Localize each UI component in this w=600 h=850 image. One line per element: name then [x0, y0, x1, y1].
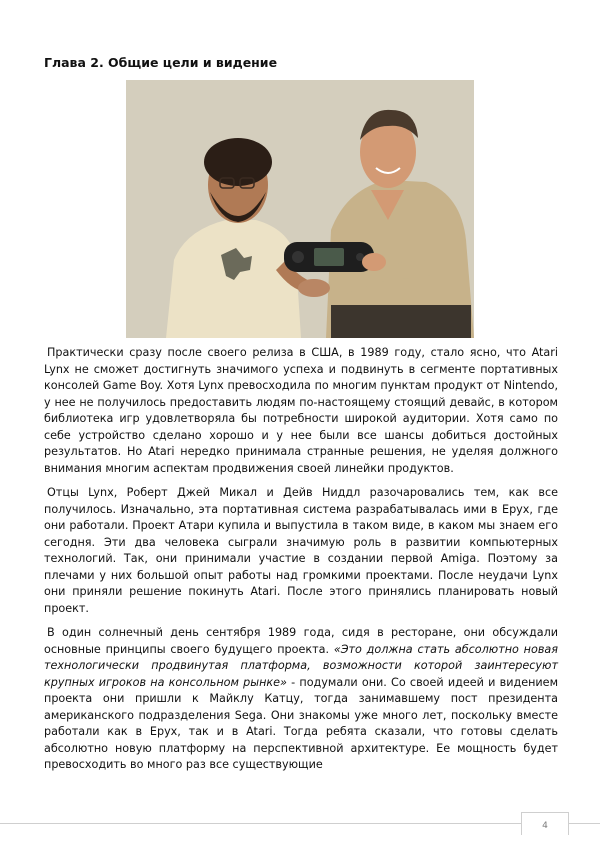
- paragraph-2: Отцы Lynx, Роберт Джей Микал и Дейв Ниддл разочаровались тем, как все получилось. Изначально, эта портативная система разрабатывалась ими в Epyx, где они работали. Проект Атари купила и выпустила в таком виде, в каком мы знаем его сегодня. Эти два человека сыграли значимую роль в развитии компьютерных технологий. Так, они принимали участие в создании первой Amiga. Поэтому за плечами у них большой опыт работы над громкими проектами. После неудачи Lynx они приняли решение покинуть Atari. После этого принялись планировать новый проект.: [44, 486, 558, 615]
- paragraph-3: [44, 625, 558, 774]
- footer-divider: [0, 823, 600, 824]
- photo-illustration: [126, 80, 474, 338]
- photo-two-men-handshake: [126, 80, 474, 338]
- page-number: 4: [542, 821, 548, 831]
- paragraph-1: Практически сразу после своего релиза в США, в 1989 году, стало ясно, что Atari Lynx не сможет достигнуть значимого успеха и подвинуть в сегменте портативных консолей Game Boy. Хотя Lynx превосходила по многим пунктам продукт от Nintendo, у нее не получилось предоставить людям по-настоящему стоящий девайс, в котором библиотека игр удовлетворяла бы потребности широкой аудитории. Хотя само по себе устройство сделано хорошо и у нее были все шансы добиться достойных результатов. Но Atari нередко принимала странные решения, не уделяя должного внимания многим аспектам продвижения своей линейки продуктов.: [44, 346, 558, 475]
- paragraph-3-quote: «Это должна стать абсолютно новая технологически продвинутая платформа, возможности которой заинтересуют крупных игроков на консольном рынке»: [44, 642, 558, 689]
- article-body: [44, 345, 558, 774]
- chapter-heading: Глава 2. Общие цели и видение: [44, 55, 278, 70]
- paragraph-3-rest: - подумали они. Со своей идеей и видением проекта они пришли к Майклу Катцу, тогда занимавшему пост президента американского подразделения Sega. Они знакомы уже много лет, поскольку вместе работали как в Epyx, так и в Atari. Тогда ребята сказали, что готовы сделать абсолютно новую платформу на перспективной архитектуре. Ее мощность будет превосходить во много раз все существующие: [44, 675, 559, 771]
- page-number-box: [521, 812, 569, 835]
- paragraph-3-intro: В один солнечный день сентября 1989 года, сидя в ресторане, они обсуждали основные принципы своего будущего проекта.: [44, 626, 558, 656]
